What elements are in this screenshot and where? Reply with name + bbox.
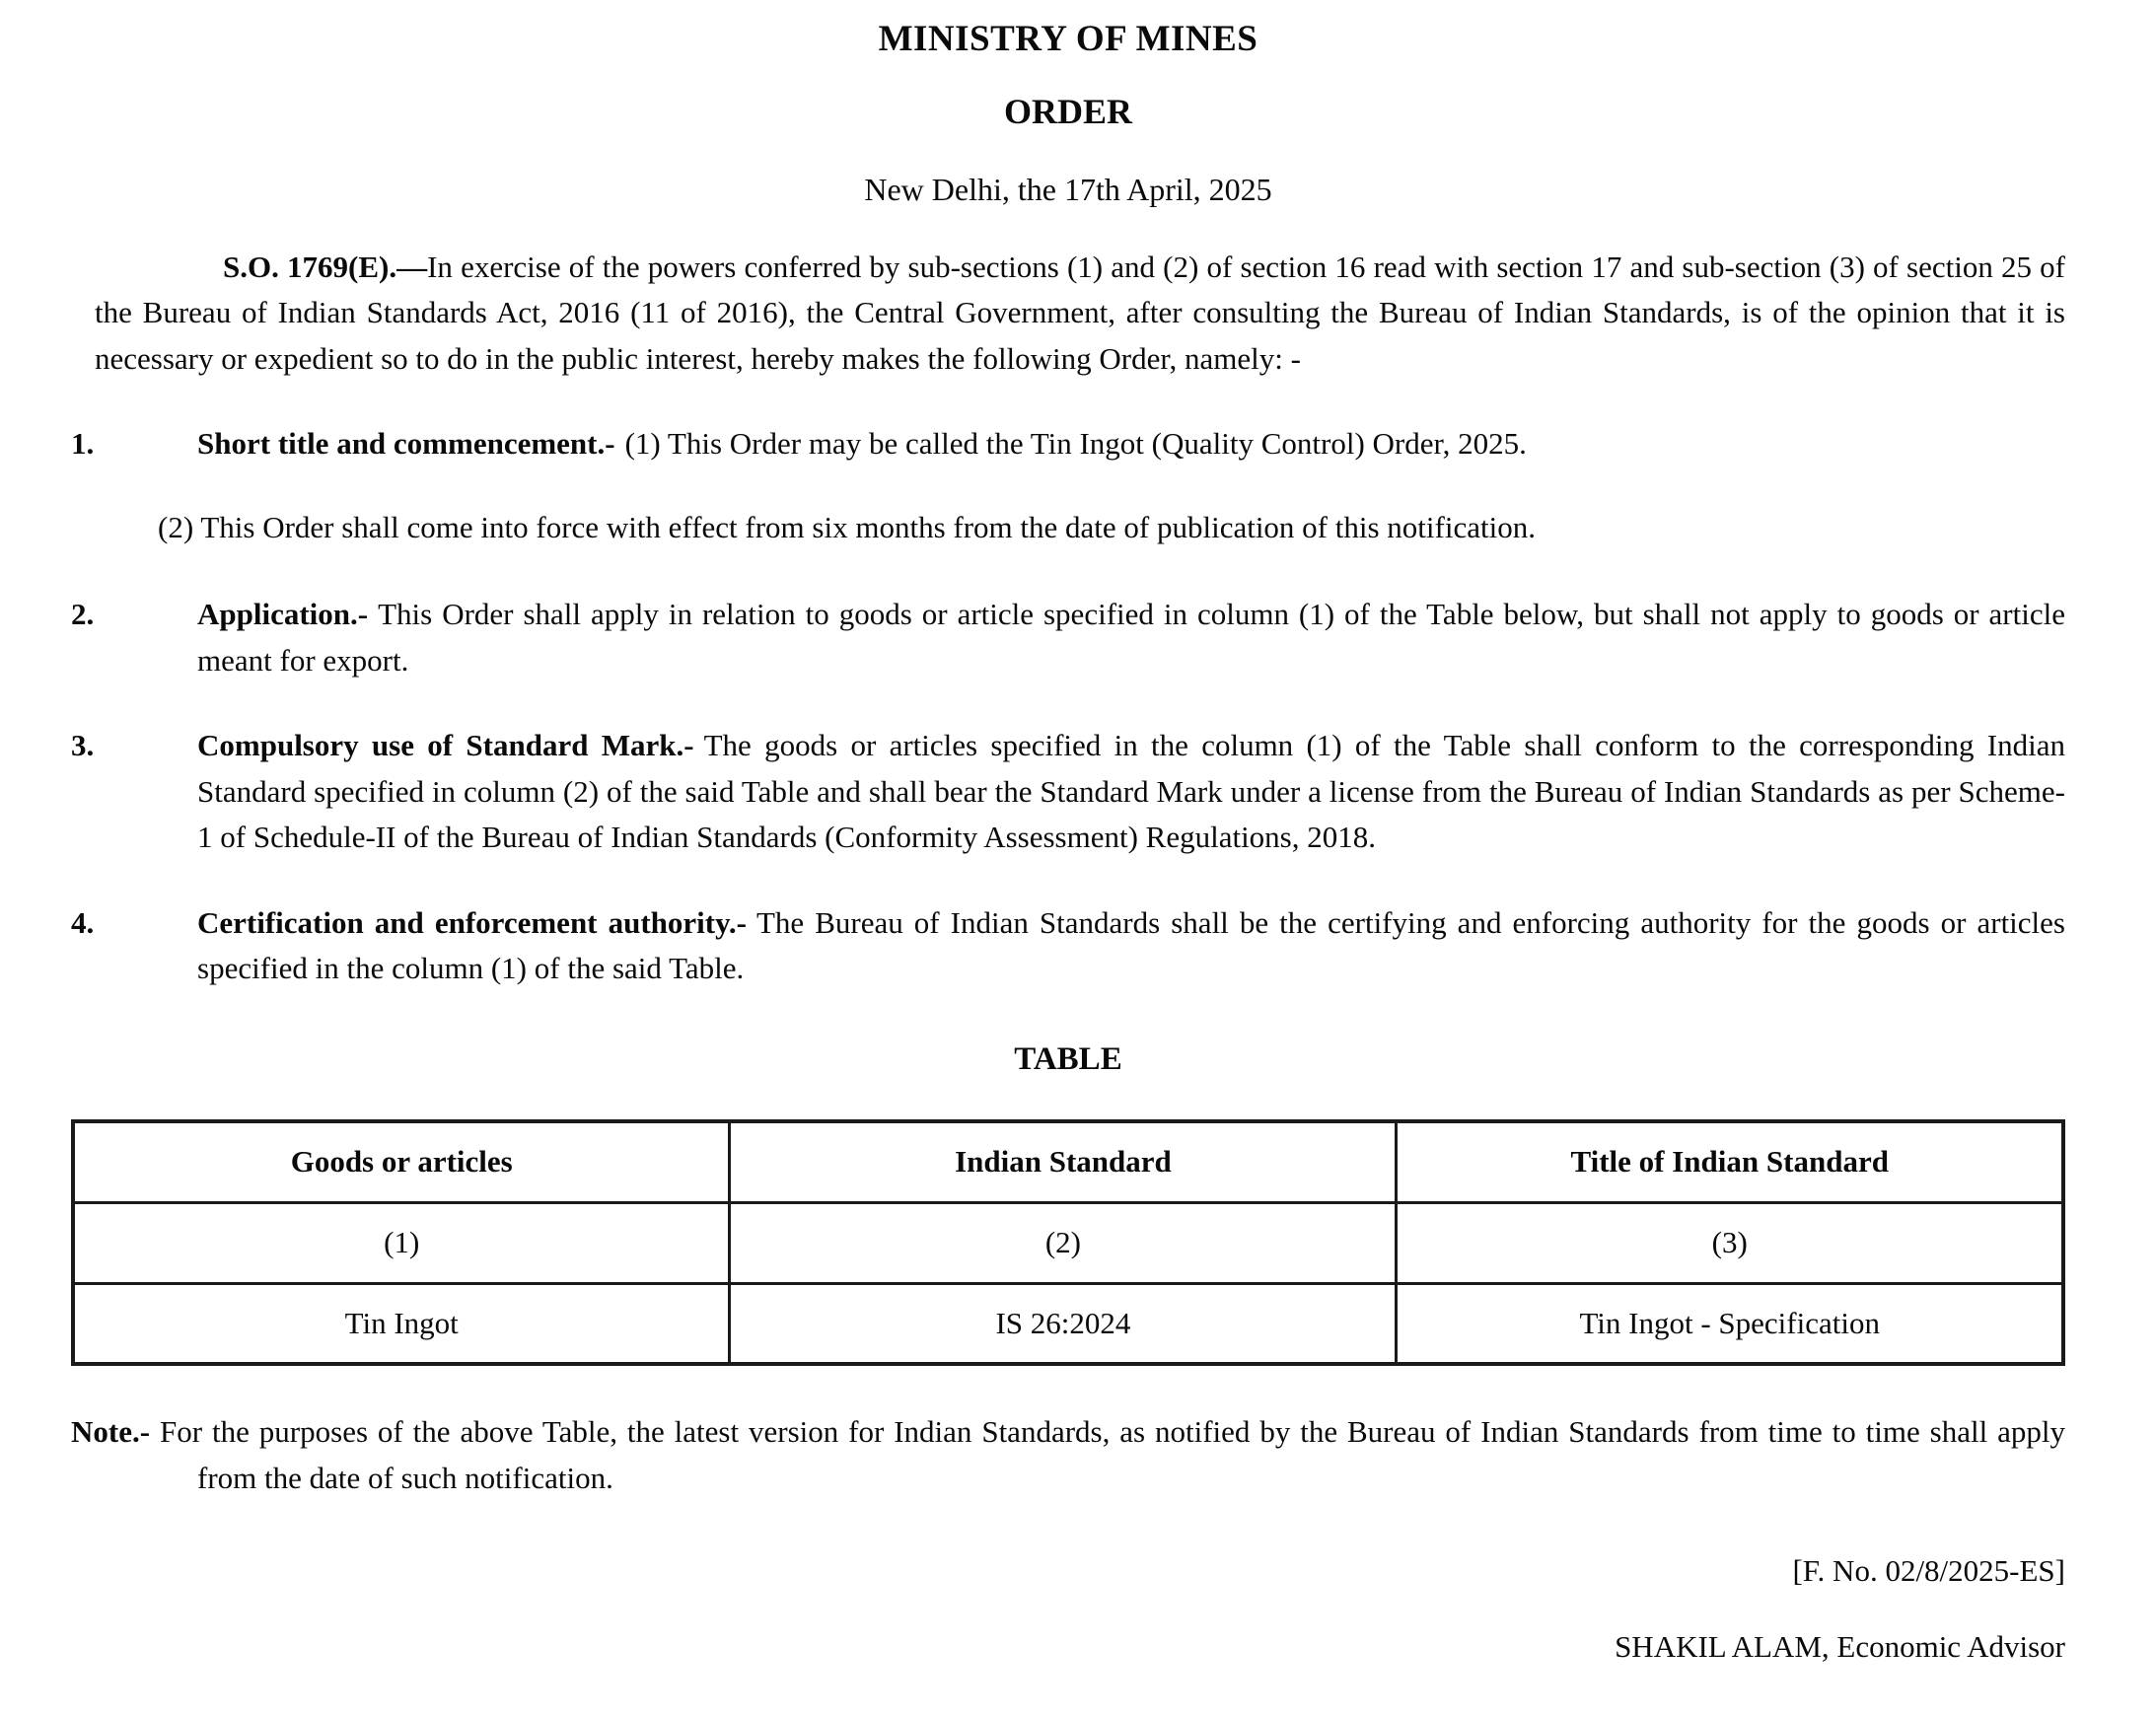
intro-body-text: In exercise of the powers conferred by sub-sections (1) and (2) of section 16 read with section 17 and sub-section (3) of section 25 of the Bureau of Indian Standards Act, 2016 (11 of 2016), the Central Government, after consulting the Bureau of Indian Standards, is of the opinion that it is necessary or expedient so to do in the public interest, hereby makes the following Order, namely: -: [95, 249, 2065, 376]
so-number-label: S.O. 1769(E).—: [223, 249, 428, 284]
clause-2-body: This Order shall apply in relation to goods or article specified in column (1) of the Table below, but shall not apply to goods or article meant for export.: [197, 597, 2065, 678]
dateline: New Delhi, the 17th April, 2025: [864, 171, 1272, 207]
clause-3-heading: Compulsory use of Standard Mark.-: [197, 728, 694, 763]
note-body: For the purposes of the above Table, the latest version for Indian Standards, as notified by the Bureau of Indian Standards from time to time shall apply from the date of such notification.: [160, 1414, 2065, 1495]
table-row: [73, 1283, 2063, 1364]
clause-2-heading: Application.-: [197, 597, 369, 632]
clause-1-number: 1.: [71, 426, 95, 462]
table-caption: TABLE: [1014, 1040, 1122, 1077]
table-cell-standard: IS 26:2024: [730, 1283, 1397, 1364]
clause-3-body: The goods or articles specified in the column (1) of the Table shall conform to the corresponding Indian Standard specified in column (2) of the said Table and shall bear the Standard Mark under a license from the Bureau of Indian Standards as per Scheme-1 of Schedule-II of the Bureau of Indian Standards (Conformity Assessment) Regulations, 2018.: [197, 728, 2065, 855]
clause-4-body: The Bureau of Indian Standards shall be the certifying and enforcing authority for the goods or articles specified in the column (1) of the said Table.: [197, 904, 2065, 986]
ministry-title: MINISTRY OF MINES: [878, 19, 1258, 59]
file-number: [F. No. 02/8/2025-ES]: [1792, 1553, 2065, 1589]
table-colnum-2: (2): [730, 1202, 1397, 1283]
clause-1-subclause: (2) This Order shall come into force with effect from six months from the date of publication of this notification.: [158, 509, 1536, 544]
table-header-row: [73, 1121, 2063, 1202]
table-colnum-3: (3): [1397, 1202, 2063, 1283]
clause-1-heading: Short title and commencement.-: [197, 426, 615, 462]
clause-1-body: (1) This Order may be called the Tin Ingot (Quality Control) Order, 2025.: [624, 426, 1527, 462]
note-label: Note.-: [71, 1414, 151, 1450]
standards-table: [71, 1119, 2065, 1366]
clause-3: [71, 723, 2065, 861]
clause-2: [71, 592, 2065, 683]
note-paragraph: [71, 1409, 2065, 1501]
clause-4-number: 4.: [71, 904, 95, 940]
clause-2-number: 2.: [71, 597, 95, 632]
signature-line: SHAKIL ALAM, Economic Advisor: [1615, 1628, 2065, 1664]
clause-1: [71, 421, 2065, 467]
table-header-standard: Indian Standard: [730, 1121, 1397, 1202]
table-colnum-1: (1): [73, 1202, 730, 1283]
table-column-number-row: [73, 1202, 2063, 1283]
table-header-title: Title of Indian Standard: [1397, 1121, 2063, 1202]
clause-3-number: 3.: [71, 728, 95, 763]
clause-4-heading: Certification and enforcement authority.-: [197, 904, 747, 940]
order-heading: ORDER: [1003, 92, 1132, 132]
order-document-page: [0, 18, 2156, 1670]
clause-4: [71, 900, 2065, 992]
table-cell-title: Tin Ingot - Specification: [1397, 1283, 2063, 1364]
intro-paragraph: [95, 245, 2065, 383]
table-header-goods: Goods or articles: [73, 1121, 730, 1202]
table-cell-goods: Tin Ingot: [73, 1283, 730, 1364]
